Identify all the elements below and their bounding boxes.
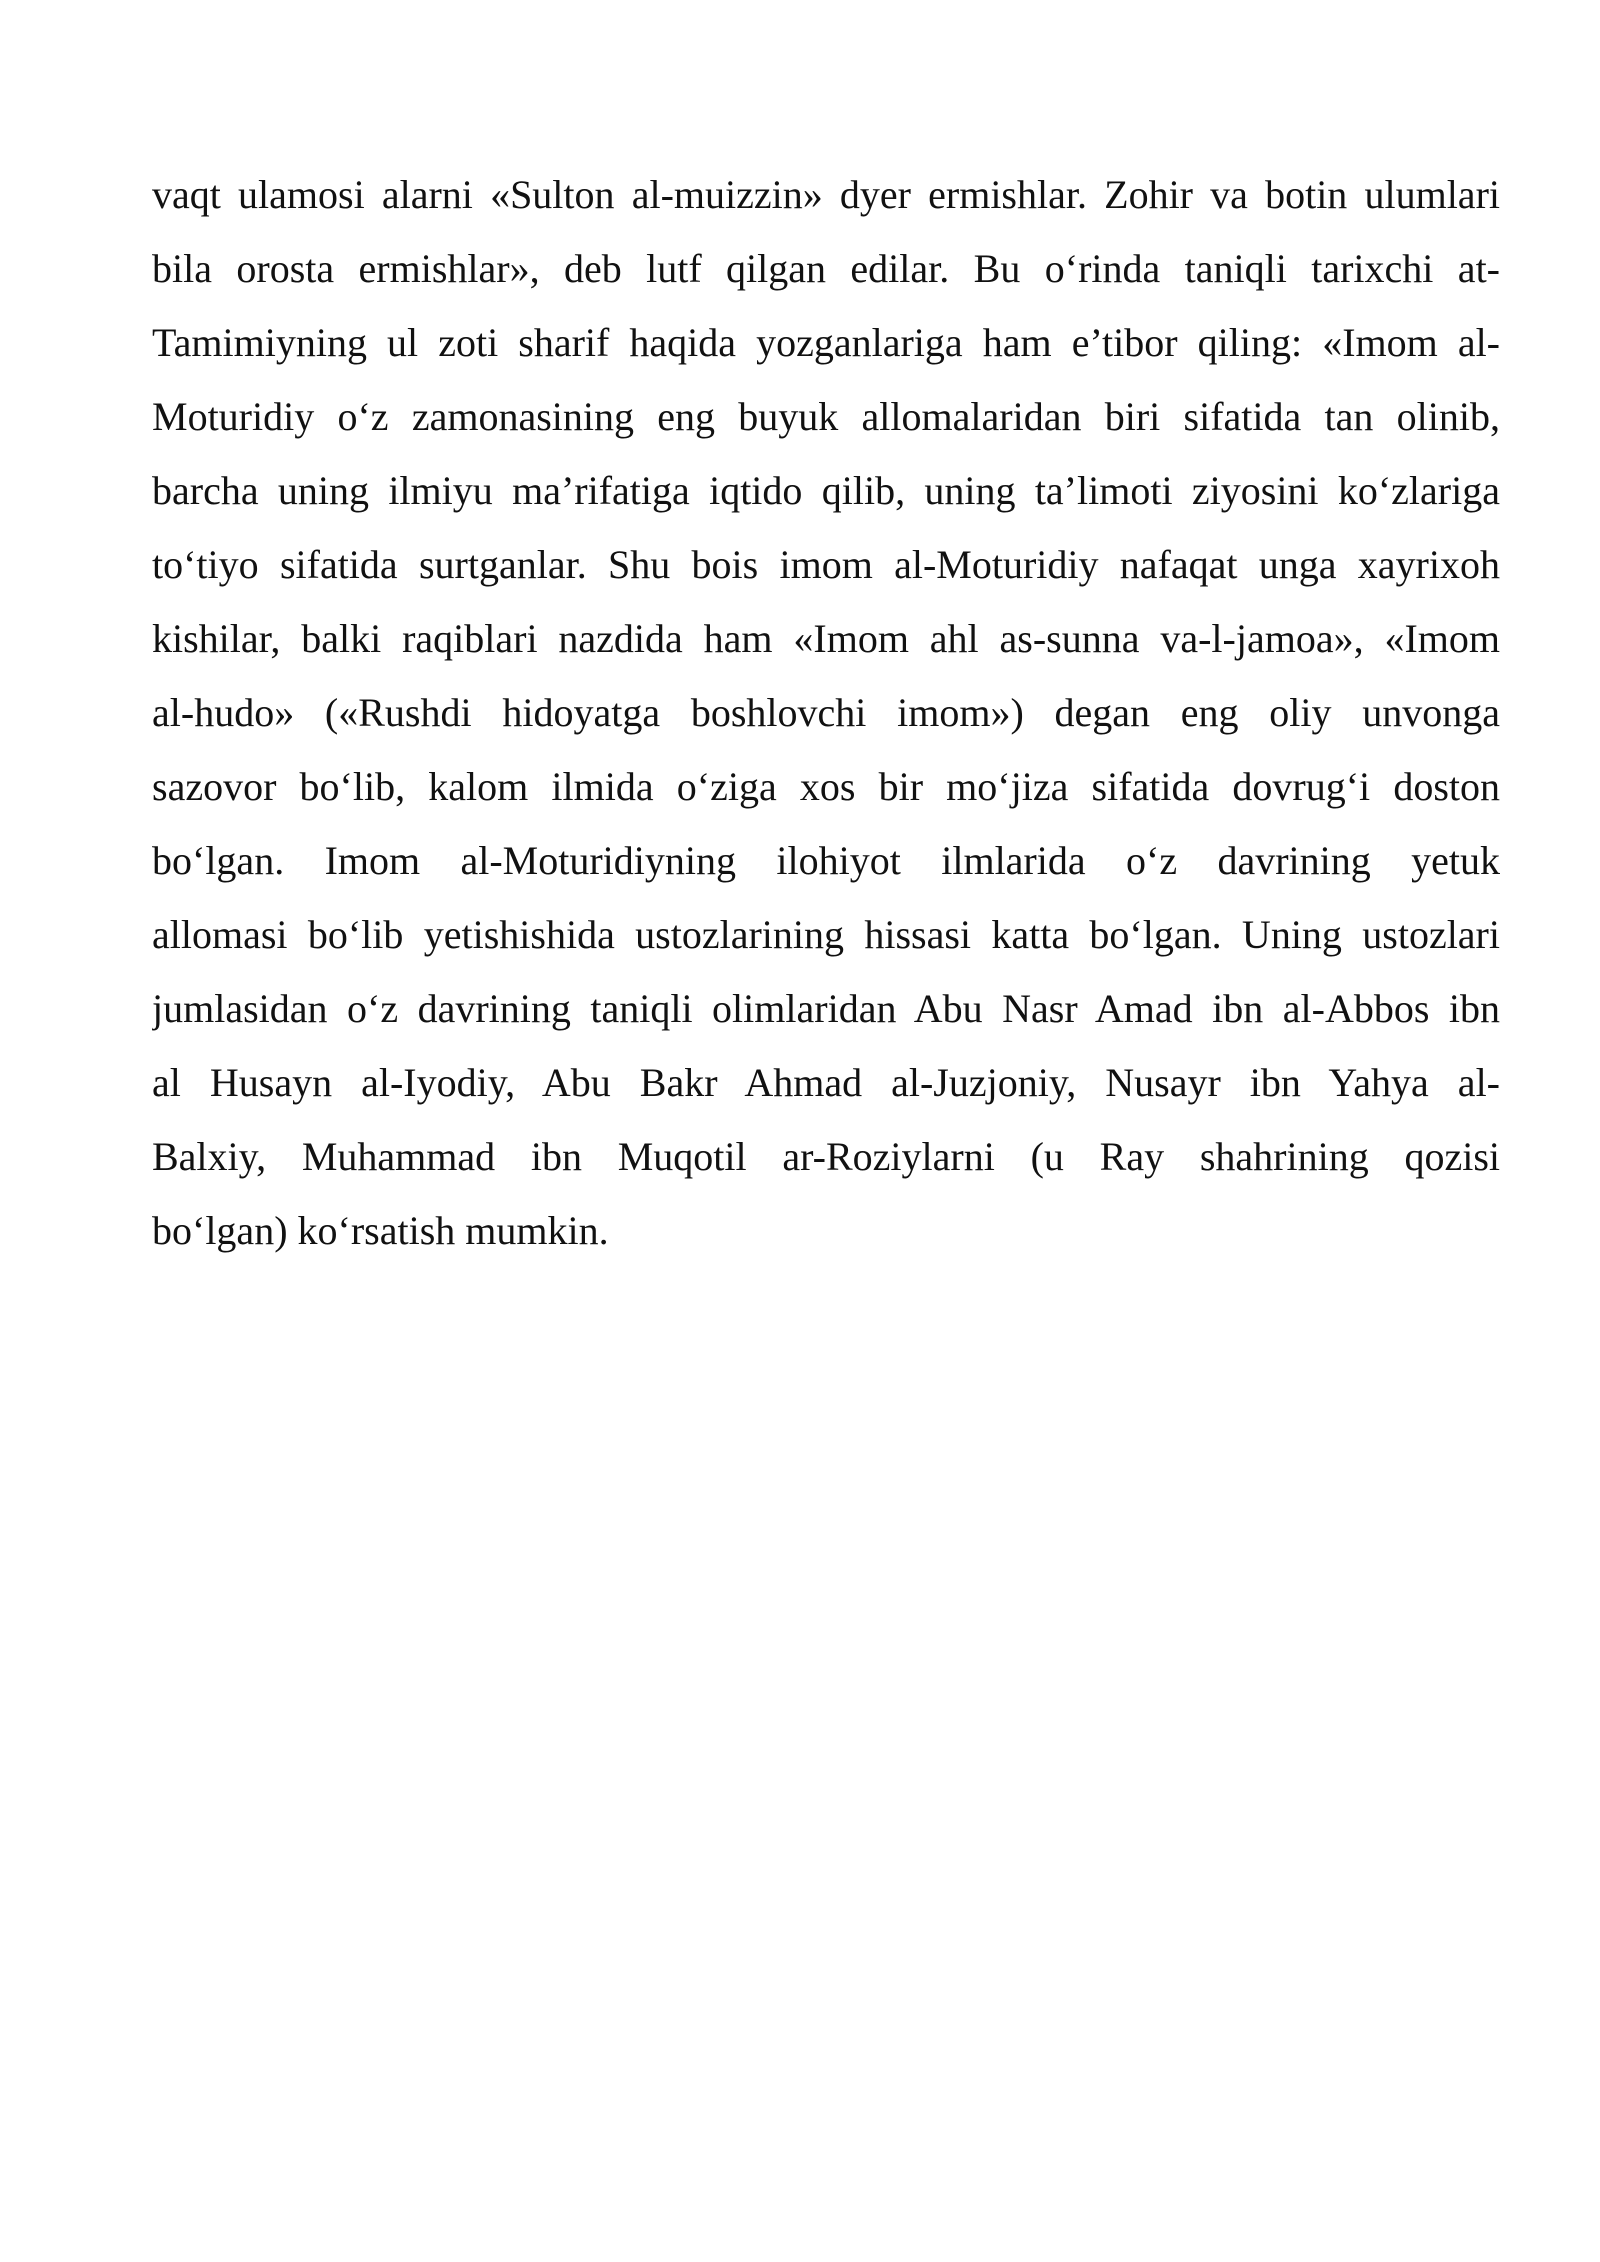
text-line: to‘tiyo sifatida surtganlar. Shu bois imom al-Moturidiy nafaqat unga xayrixoh — [152, 542, 1500, 587]
text-line: allomasi bo‘lib yetishishida ustozlarining hissasi katta bo‘lgan. Uning ustozlari — [152, 912, 1500, 957]
text-line: Tamimiyning ul zoti sharif haqida yozganlariga ham e’tibor qiling: «Imom al- — [152, 320, 1500, 365]
text-line: al-hudo» («Rushdi hidoyatga boshlovchi imom») degan eng oliy unvonga — [152, 690, 1500, 735]
text-line: Moturidiy o‘z zamonasining eng buyuk allomalaridan biri sifatida tan olinib, — [152, 394, 1500, 439]
text-line: kishilar, balki raqiblari nazdida ham «Imom ahl as-sunna va-l-jamoa», «Imom — [152, 616, 1500, 661]
text-line-last: bo‘lgan) ko‘rsatish mumkin. — [152, 1208, 609, 1253]
text-line: Balxiy, Muhammad ibn Muqotil ar-Roziylarni (u Ray shahrining qozisi — [152, 1134, 1500, 1179]
text-line: bila orosta ermishlar», deb lutf qilgan edilar. Bu o‘rinda taniqli tarixchi at- — [152, 246, 1500, 291]
text-line: barcha uning ilmiyu ma’rifatiga iqtido qilib, uning ta’limoti ziyosini ko‘zlariga — [152, 468, 1500, 513]
text-line: bo‘lgan. Imom al-Moturidiyning ilohiyot ilmlarida o‘z davrining yetuk — [152, 838, 1500, 883]
text-line: sazovor bo‘lib, kalom ilmida o‘ziga xos bir mo‘jiza sifatida dovrug‘i doston — [152, 764, 1500, 809]
text-line: jumlasidan o‘z davrining taniqli olimlaridan Abu Nasr Amad ibn al-Abbos ibn — [152, 986, 1500, 1031]
text-line: al Husayn al-Iyodiy, Abu Bakr Ahmad al-Juzjoniy, Nusayr ibn Yahya al- — [152, 1060, 1500, 1105]
text-line: vaqt ulamosi alarni «Sulton al-muizzin» dyer ermishlar. Zohir va botin ulumlari — [152, 172, 1500, 217]
body-paragraph — [152, 158, 1500, 1268]
